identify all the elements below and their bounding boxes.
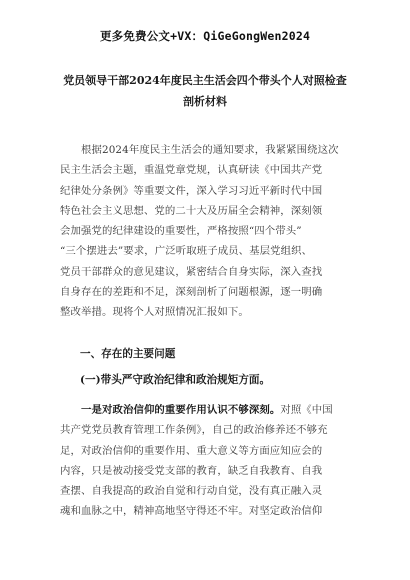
paragraph-line: 民主生活会主题，重温党章党规，认真研读《中国共产党 (60, 164, 323, 177)
paragraph-line: 特色社会主义思想、党的二十大及历届全会精神，深刻领 (60, 204, 323, 217)
paragraph-line: 整改举措。现将个人对照情况汇报如下。 (60, 306, 249, 319)
paragraph-line: 会加强党的纪律建设的重要性，严格按照“四个带头” (60, 225, 302, 238)
title-line-2: 剖析材料 (183, 95, 227, 108)
subsection-heading: (一)带头严守政治纪律和政治规矩方面。 (80, 374, 271, 386)
point-one-lead: 一是对政治信仰的重要作用认识不够深刻。 (81, 404, 281, 416)
paragraph-line: 党员干部群众的意见建议，紧密结合自身实际，深入查找 (60, 265, 323, 278)
paragraph-line: 查摆、自我提高的政治自觉和行动自觉，没有真正融入灵 (60, 485, 323, 498)
paragraph-line: 足，对政治信仰的重要作用、重大意义等方面应知应会的 (60, 444, 323, 457)
paragraph-line: 共产党党员教育管理工作条例》，自己的政治修养还不够充 (60, 424, 328, 437)
paragraph-line (60, 400, 358, 420)
point-one-paragraph (60, 400, 358, 522)
title-line-1: 党员领导干部2024年度民主生活会四个带头个人对照检查 (63, 74, 347, 87)
promo-banner: 更多免费公文+VX：QiGeGongWen2024 (99, 29, 311, 43)
section-heading: 一、存在的主要问题 (80, 348, 176, 360)
intro-paragraph (60, 140, 358, 323)
paragraph-line: “三个摆进去”要求，广泛听取班子成员、基层党组织、 (60, 245, 313, 258)
point-one-first-tail: 对照《中国 (280, 404, 333, 416)
paragraph-line: 根据2024年度民主生活会的通知要求，我紧紧围绕这次 (81, 144, 339, 156)
paragraph-line: 魂和血脉之中，精神高地坚守得还不牢。对坚定政治信仰 (60, 505, 323, 518)
document-title (40, 70, 370, 112)
paragraph-line: 自身存在的差距和不足，深刻剖析了问题根源，逐一明确 (60, 286, 323, 299)
paragraph-line: 内容，只是被动接受党支部的教育，缺乏自我教育、自我 (60, 464, 323, 477)
paragraph-line: 纪律处分条例》等重要文件，深入学习习近平新时代中国 (60, 184, 323, 197)
